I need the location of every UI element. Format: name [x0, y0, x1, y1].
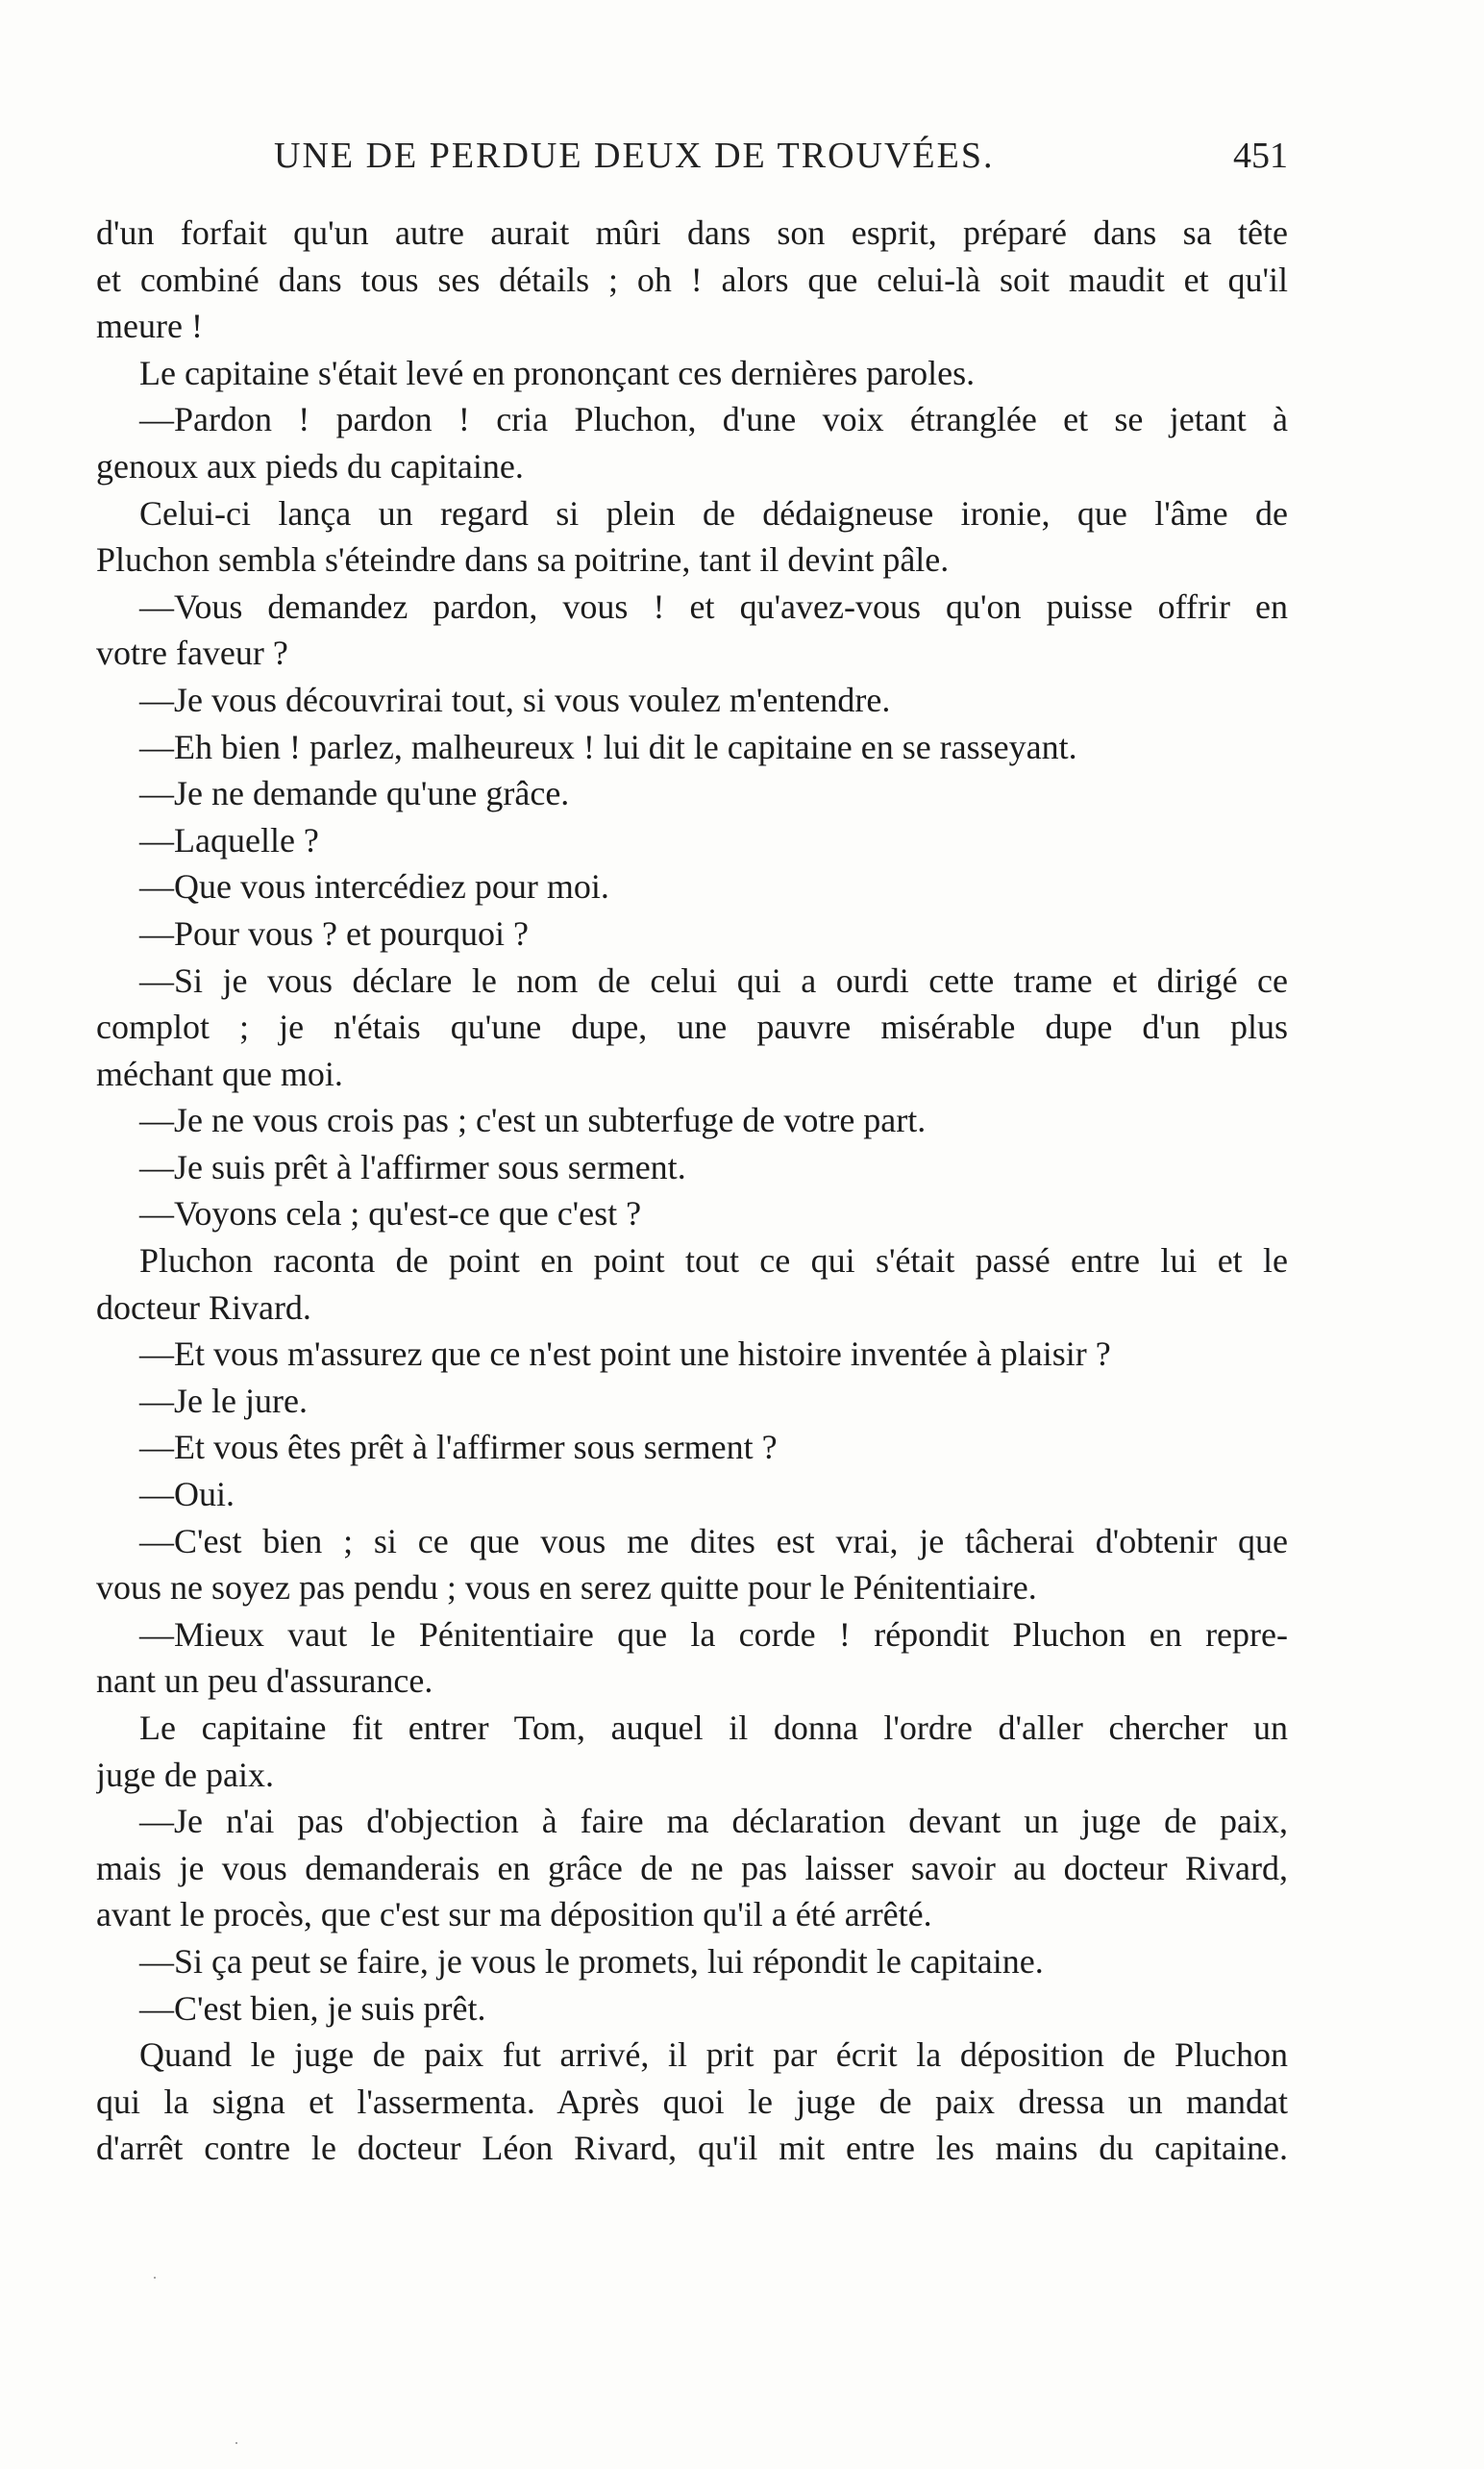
text-line: —Je vous découvrirai tout, si vous voulez m'entendre. — [139, 680, 891, 719]
text-line: —Je ne vous crois pas ; c'est un subterfuge de votre part. — [139, 1101, 927, 1140]
text-line: nant un peu d'assurance. — [96, 1661, 433, 1701]
text-line: Pluchon sembla s'éteindre dans sa poitrine, tant il devint pâle. — [96, 540, 950, 580]
text-line: vous ne soyez pas pendu ; vous en serez quitte pour le Pénitentiaire. — [96, 1568, 1037, 1608]
text-line: meure ! — [96, 307, 203, 346]
text-line: avant le procès, que c'est sur ma déposition qu'il a été arrêté. — [96, 1895, 932, 1934]
text-line: —Pour vous ? et pourquoi ? — [139, 913, 529, 953]
text-line: méchant que moi. — [96, 1054, 343, 1093]
text-line: Pluchon raconta de point en point tout ce qui s'était passé entre lui et le — [139, 1241, 1288, 1281]
text-line: d'un forfait qu'un autre aurait mûri dans son esprit, préparé dans sa tête — [96, 213, 1288, 252]
text-line: —Oui. — [139, 1475, 235, 1514]
text-line: —Je suis prêt à l'affirmer sous serment. — [139, 1147, 686, 1186]
paper-speck — [235, 2442, 237, 2444]
text-line: —Je le jure. — [139, 1381, 308, 1420]
text-line: —Eh bien ! parlez, malheureux ! lui dit le capitaine en se rasseyant. — [139, 727, 1077, 766]
paper-speck — [154, 2277, 156, 2279]
text-line: —Laquelle ? — [139, 820, 319, 860]
text-line: Quand le juge de paix fut arrivé, il prit par écrit la déposition de Pluchon — [139, 2035, 1288, 2075]
page-header — [96, 135, 1288, 192]
text-line: —Voyons cela ; qu'est-ce que c'est ? — [139, 1194, 642, 1234]
text-line: docteur Rivard. — [96, 1287, 311, 1327]
text-line: et combiné dans tous ses détails ; oh ! alors que celui-là soit maudit et qu'il — [96, 260, 1288, 299]
text-line: —Vous demandez pardon, vous ! et qu'avez-vous qu'on puisse offrir en — [139, 586, 1288, 626]
text-line: —Si ça peut se faire, je vous le promets, lui répondit le capitaine. — [139, 1941, 1044, 1981]
text-line: Le capitaine fit entrer Tom, auquel il donna l'ordre d'aller chercher un — [139, 1708, 1288, 1747]
running-title: UNE DE PERDUE DEUX DE TROUVÉES. — [274, 136, 995, 176]
text-line: —Si je vous déclare le nom de celui qui a ourdi cette trame et dirigé ce — [139, 960, 1288, 1000]
text-line: genoux aux pieds du capitaine. — [96, 446, 524, 486]
text-line: votre faveur ? — [96, 634, 288, 673]
body-text — [96, 210, 1288, 2172]
text-line: —Que vous intercédiez pour moi. — [139, 867, 609, 907]
text-line: mais je vous demanderais en grâce de ne pas laisser savoir au docteur Rivard, — [96, 1848, 1288, 1887]
text-line: juge de paix. — [96, 1755, 274, 1794]
text-line: —C'est bien, je suis prêt. — [139, 1988, 486, 2028]
text-line: —C'est bien ; si ce que vous me dites est vrai, je tâcherai d'obtenir que — [139, 1521, 1288, 1560]
text-line: —Pardon ! pardon ! cria Pluchon, d'une voix étranglée et se jetant à — [139, 400, 1288, 439]
text-line: complot ; je n'étais qu'une dupe, une pauvre misérable dupe d'un plus — [96, 1008, 1288, 1047]
text-line: Le capitaine s'était levé en prononçant ces dernières paroles. — [139, 353, 976, 392]
text-line: —Je n'ai pas d'objection à faire ma déclaration devant un juge de paix, — [139, 1802, 1288, 1841]
text-line: qui la signa et l'assermenta. Après quoi le juge de paix dressa un mandat — [96, 2082, 1288, 2121]
text-line: —Et vous êtes prêt à l'affirmer sous serment ? — [139, 1428, 778, 1467]
text-line: —Mieux vaut le Pénitentiaire que la corde ! répondit Pluchon en repre- — [139, 1614, 1288, 1654]
text-line: —Je ne demande qu'une grâce. — [139, 774, 570, 813]
text-line: —Et vous m'assurez que ce n'est point une histoire inventée à plaisir ? — [139, 1334, 1111, 1374]
page-number: 451 — [1233, 136, 1288, 176]
text-line: d'arrêt contre le docteur Léon Rivard, qu'il mit entre les mains du capitaine. — [96, 2129, 1288, 2168]
text-line: Celui-ci lança un regard si plein de dédaigneuse ironie, que l'âme de — [139, 493, 1288, 533]
